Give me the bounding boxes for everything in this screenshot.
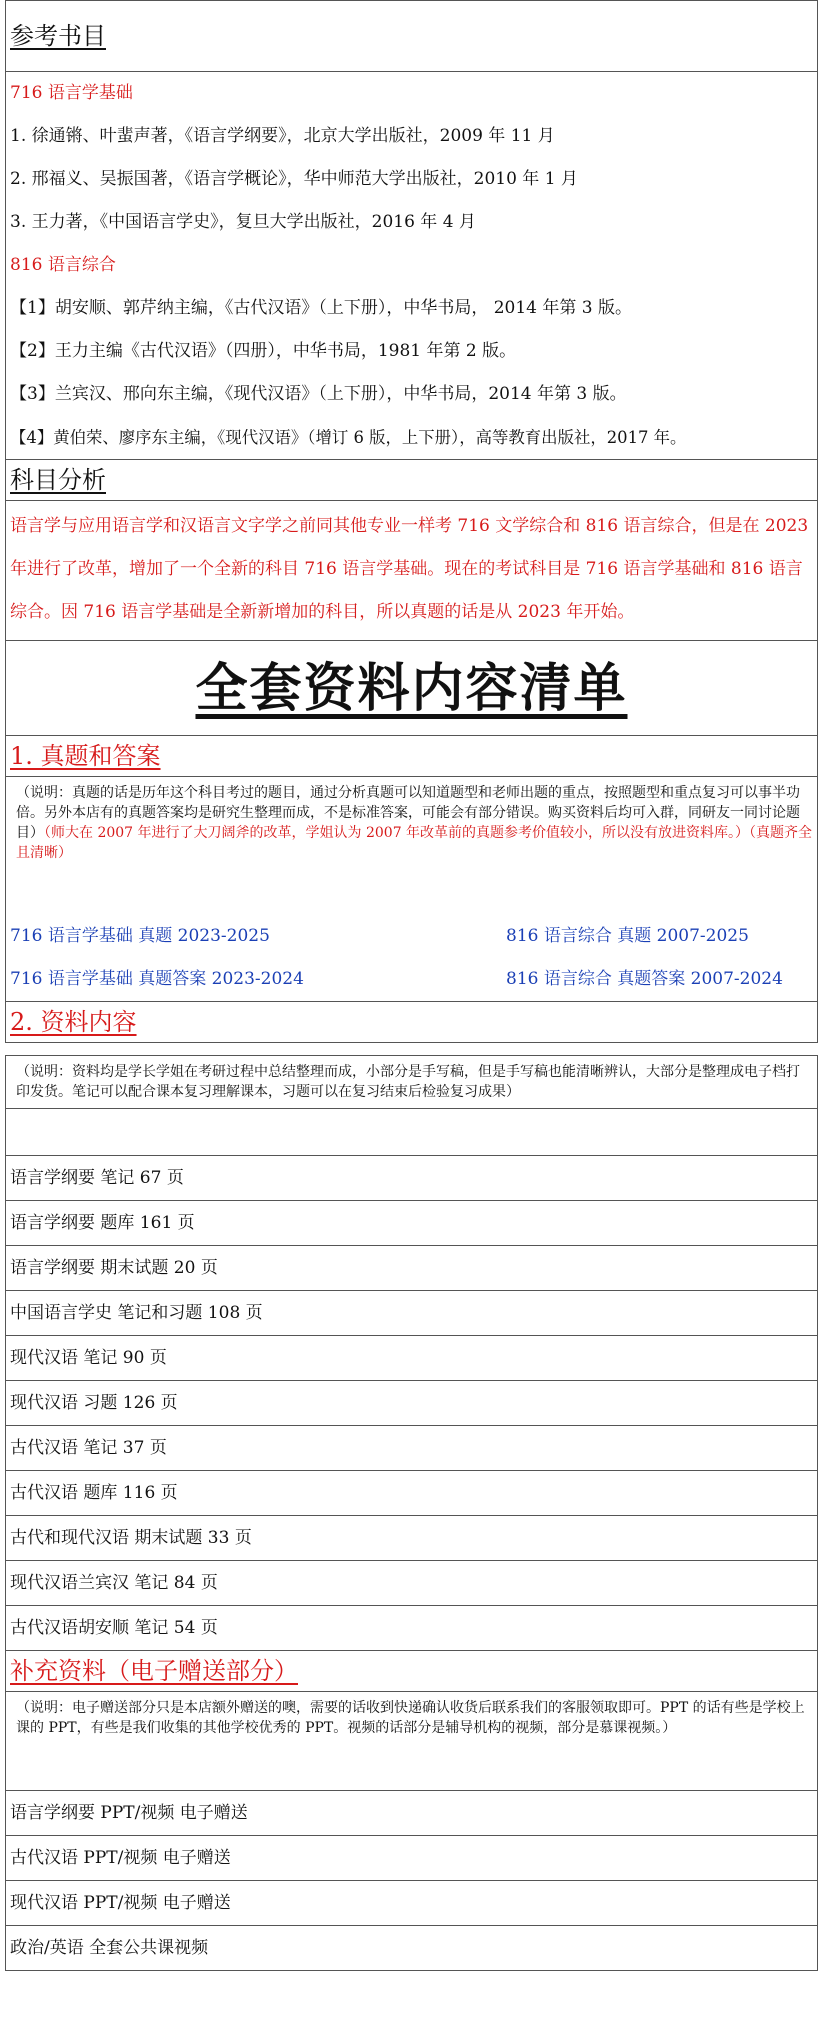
analysis-text: 语言学与应用语言学和汉语言文字学之前同其他专业一样考 716 文学综合和 816 语言综合，但是在 2023 年进行了改革，增加了一个全新的科目 716 语言学基础。现在的考试科目是 716 语言学基础和 816 语言综合。因 716 语言学基础是全新新增加的科目，所以真题的话是从 2023 年开始。	[6, 501, 817, 641]
main-title-block	[5, 641, 818, 736]
book-entry: 2. 邢福义、吴振国著，《语言学概论》，华中师范大学出版社，2010 年 1 月	[10, 169, 578, 189]
supplement-item: 古代汉语 PPT/视频 电子赠送	[6, 1836, 817, 1881]
exam-row	[6, 915, 817, 958]
material-item: 现代汉语 习题 126 页	[6, 1381, 817, 1426]
supplement-section	[5, 1651, 818, 1971]
exam-row	[6, 958, 817, 1002]
book-entry: 1. 徐通锵、叶蜚声著，《语言学纲要》，北京大学出版社，2009 年 11 月	[10, 126, 555, 146]
supplement-item: 现代汉语 PPT/视频 电子赠送	[6, 1881, 817, 1926]
subject-716-heading: 716 语言学基础	[10, 83, 133, 103]
material-item: 古代和现代汉语 期末试题 33 页	[6, 1516, 817, 1561]
exam-note-text: （说明：真题的话是历年这个科目考过的题目，通过分析真题可以知道题型和老师出题的重点，按照题型和重点复习可以事半功倍。另外本店有的真题答案均是研究生整理而成，不是标准答案，可能会有部分错误。购买资料后均可入群，同研友一同讨论题目）	[16, 785, 800, 841]
supplement-note: （说明：电子赠送部分只是本店额外赠送的噢，需要的话收到快递确认收货后联系我们的客服领取即可。PPT 的话有些是学校上课的 PPT，有些是我们收集的其他学校优秀的 PPT。视频的话部分是辅导机构的视频，部分是慕课视频。）	[16, 1700, 805, 1736]
blank-row	[6, 1109, 817, 1156]
exam-section	[5, 736, 818, 1043]
document-page	[5, 0, 818, 1971]
exam-row-left: 716 语言学基础 真题答案 2023-2024	[10, 969, 304, 989]
main-title: 全套资料内容清单	[195, 658, 628, 719]
exam-note	[6, 777, 817, 915]
book-entry: 【3】兰宾汉、邢向东主编，《现代汉语》（上下册），中华书局，2014 年第 3 版。	[10, 384, 627, 404]
material-item: 现代汉语兰宾汉 笔记 84 页	[6, 1561, 817, 1606]
exam-row-right: 816 语言综合 真题 2007-2025	[506, 926, 749, 946]
supplement-item: 政治/英语 全套公共课视频	[6, 1926, 817, 1971]
material-item: 古代汉语 笔记 37 页	[6, 1426, 817, 1471]
bibliography-title: 参考书目	[6, 1, 817, 72]
material-item: 语言学纲要 笔记 67 页	[6, 1156, 817, 1201]
material-item: 语言学纲要 期末试题 20 页	[6, 1246, 817, 1291]
book-entry: 【1】胡安顺、郭芹纳主编，《古代汉语》（上下册），中华书局， 2014 年第 3 版。	[10, 298, 633, 318]
material-item: 现代汉语 笔记 90 页	[6, 1336, 817, 1381]
material-item: 语言学纲要 题库 161 页	[6, 1201, 817, 1246]
materials-title: 2. 资料内容	[6, 1002, 817, 1043]
exam-row-left: 716 语言学基础 真题 2023-2025	[10, 926, 270, 946]
material-item: 古代汉语 题库 116 页	[6, 1471, 817, 1516]
analysis-section	[5, 460, 818, 641]
exam-note-highlight: （师大在 2007 年进行了大刀阔斧的改革，学姐认为 2007 年改革前的真题参考价值较小，所以没有放进资料库。）（真题齐全且清晰）	[16, 825, 813, 861]
blank-row	[6, 1780, 817, 1791]
exam-row-right: 816 语言综合 真题答案 2007-2024	[506, 969, 783, 989]
supplement-item: 语言学纲要 PPT/视频 电子赠送	[6, 1791, 817, 1836]
bibliography-section	[5, 0, 818, 460]
book-entry: 【4】黄伯荣、廖序东主编，《现代汉语》（增订 6 版，上下册），高等教育出版社，2017 年。	[6, 416, 817, 460]
subject-816-heading: 816 语言综合	[10, 255, 116, 275]
materials-note: （说明：资料均是学长学姐在考研过程中总结整理而成，小部分是手写稿，但是手写稿也能清晰辨认，大部分是整理成电子档打印发货。笔记可以配合课本复习理解课本，习题可以在复习结束后检验复习成果）	[6, 1056, 817, 1109]
book-entry: 【2】王力主编《古代汉语》（四册），中华书局，1981 年第 2 版。	[10, 341, 517, 361]
material-item: 古代汉语胡安顺 笔记 54 页	[6, 1606, 817, 1651]
supplement-title: 补充资料（电子赠送部分）	[6, 1651, 817, 1692]
exam-title: 1. 真题和答案	[6, 736, 817, 777]
material-item: 中国语言学史 笔记和习题 108 页	[6, 1291, 817, 1336]
materials-section	[5, 1055, 818, 1651]
book-entry: 3. 王力著，《中国语言学史》，复旦大学出版社，2016 年 4 月	[10, 212, 476, 232]
analysis-title: 科目分析	[6, 460, 817, 501]
